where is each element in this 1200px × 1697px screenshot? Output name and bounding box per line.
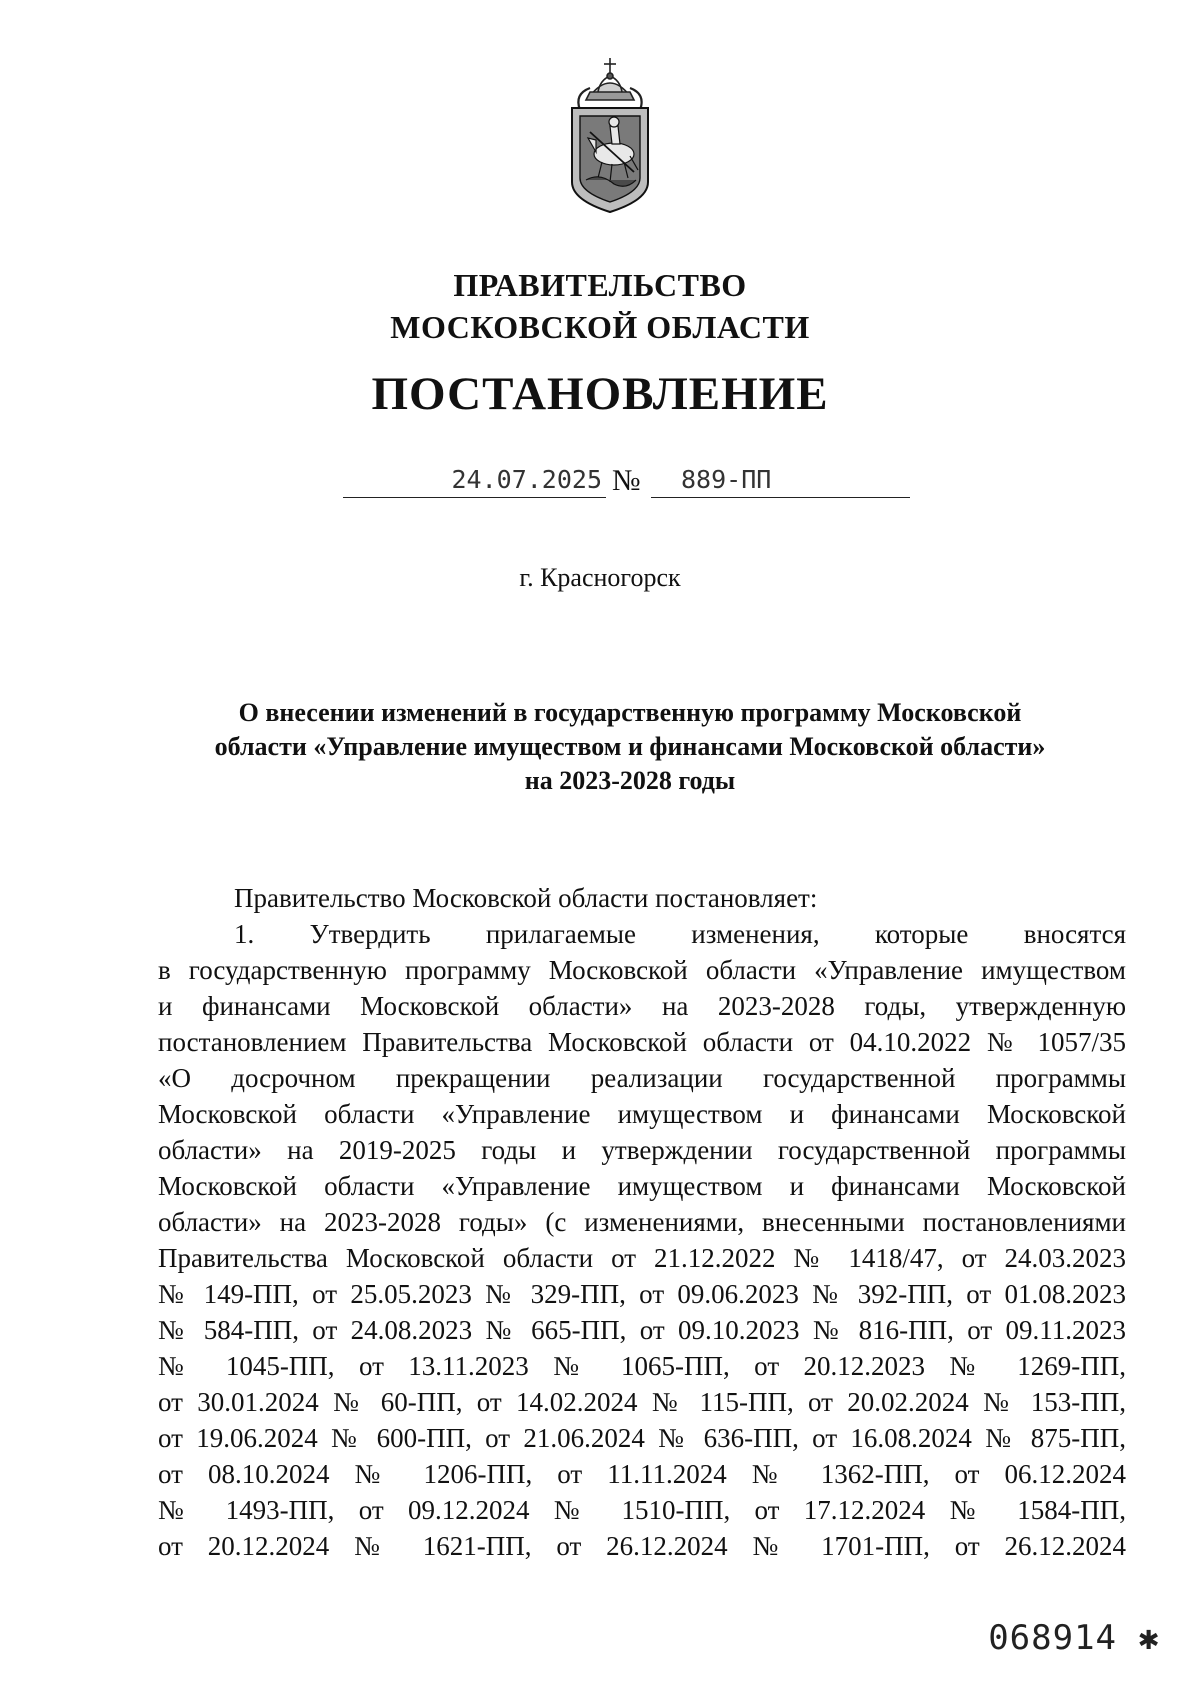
title-line: на 2023-2028 годы bbox=[524, 766, 736, 795]
place-of-issue: г. Красногорск bbox=[519, 563, 681, 592]
document-type: ПОСТАНОВЛЕНИЕ bbox=[371, 368, 829, 420]
number-sign: № bbox=[612, 464, 641, 497]
intro-sentence: Правительство Московской области постановляет: bbox=[234, 883, 818, 913]
organization-name-line2: МОСКОВСКОЙ ОБЛАСТИ bbox=[390, 309, 810, 345]
title-line: области «Управление имуществом и финансами Московской области» bbox=[214, 732, 1046, 761]
paragraph-line: № 1045-ПП, от 13.11.2023 № 1065-ПП, от 20.12.2023 № 1269-ПП, bbox=[158, 1351, 1126, 1381]
paragraph-line: от 19.06.2024 № 600-ПП, от 21.06.2024 № 636-ПП, от 16.08.2024 № 875-ПП, bbox=[158, 1423, 1126, 1453]
registration-row bbox=[0, 462, 1200, 506]
paragraph-line: области» на 2019-2025 годы и утверждении государственной программы bbox=[158, 1135, 1126, 1165]
document-body bbox=[158, 880, 1126, 1564]
paragraph-line: области» на 2023-2028 годы» (с изменениями, внесенными постановлениями bbox=[158, 1207, 1126, 1237]
coat-of-arms-icon bbox=[560, 50, 660, 218]
document-number: 889-ПП bbox=[651, 462, 910, 498]
paragraph-line: № 584-ПП, от 24.08.2023 № 665-ПП, от 09.10.2023 № 816-ПП, от 09.11.2023 bbox=[158, 1315, 1126, 1345]
paragraph-line: Московской области «Управление имуществом и финансами Московской bbox=[158, 1099, 1126, 1129]
paragraph-line: и финансами Московской области» на 2023-2028 годы, утвержденную bbox=[158, 991, 1126, 1021]
paragraph-line: «О досрочном прекращении реализации государственной программы bbox=[158, 1063, 1126, 1093]
paragraph-line: Московской области «Управление имуществом и финансами Московской bbox=[158, 1171, 1126, 1201]
paragraph-1 bbox=[158, 916, 1126, 1564]
document-title bbox=[130, 696, 1130, 798]
organization-name-line1: ПРАВИТЕЛЬСТВО bbox=[453, 267, 747, 303]
title-line: О внесении изменений в государственную программу Московской bbox=[238, 698, 1022, 727]
serial-mark-icon: ✱ bbox=[1138, 1618, 1160, 1658]
paragraph-line: от 20.12.2024 № 1621-ПП, от 26.12.2024 № 1701-ПП, от 26.12.2024 bbox=[158, 1531, 1126, 1561]
serial-number bbox=[988, 1618, 1160, 1658]
paragraph-line: № 1493-ПП, от 09.12.2024 № 1510-ПП, от 17.12.2024 № 1584-ПП, bbox=[158, 1495, 1126, 1525]
serial-number-value: 068914 bbox=[988, 1618, 1118, 1658]
paragraph-line: от 30.01.2024 № 60-ПП, от 14.02.2024 № 115-ПП, от 20.02.2024 № 153-ПП, bbox=[158, 1387, 1126, 1417]
document-date: 24.07.2025 bbox=[343, 462, 606, 498]
paragraph-line: № 149-ПП, от 25.05.2023 № 329-ПП, от 09.06.2023 № 392-ПП, от 01.08.2023 bbox=[158, 1279, 1126, 1309]
paragraph-line: в государственную программу Московской области «Управление имуществом bbox=[158, 955, 1126, 985]
paragraph-line: постановлением Правительства Московской области от 04.10.2022 № 1057/35 bbox=[158, 1027, 1126, 1057]
paragraph-line: Правительства Московской области от 21.12.2022 № 1418/47, от 24.03.2023 bbox=[158, 1243, 1126, 1273]
paragraph-line: от 08.10.2024 № 1206-ПП, от 11.11.2024 № 1362-ПП, от 06.12.2024 bbox=[158, 1459, 1126, 1489]
paragraph-line: 1. Утвердить прилагаемые изменения, которые вносятся bbox=[234, 919, 1126, 949]
